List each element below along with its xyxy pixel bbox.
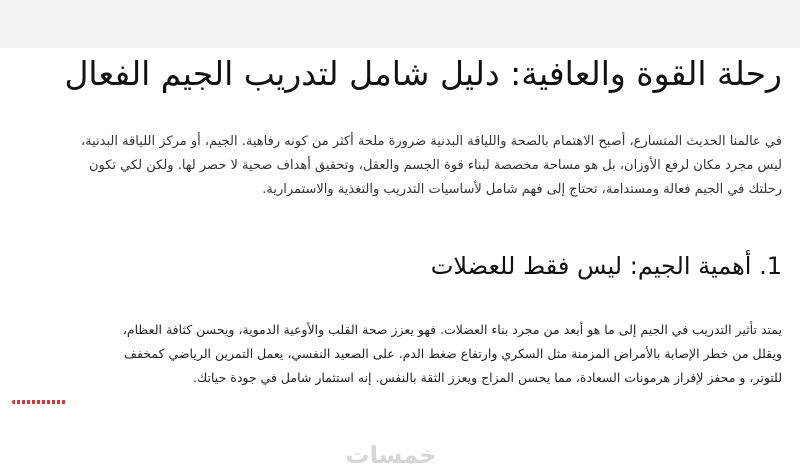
intro-line: ليس مجرد مكان لرفع الأوزان، بل هو مساحة مخصصة لبناء قوة الجسم والعقل، وتحقيق أهداف صحية لا حصر لها. ولكن لكي تكون <box>88 158 782 173</box>
section-line: للتوتر، و محفز لإفراز هرمونات السعادة، مما يحسن المزاج ويعزز الثقة بالنفس. إنه استثمار شامل في جودة حياتك. <box>193 370 782 385</box>
section-paragraph <box>12 318 782 390</box>
section-heading: 1. أهمية الجيم: ليس فقط للعضلات <box>430 252 782 280</box>
watermark-logo: خمسات <box>345 441 437 469</box>
section-line: ويقلل من خطر الإصابة بالأمراض المزمنة مثل السكري وارتفاع ضغط الدم. على الصعيد النفسي، يعمل التمرين الرياضي كمخفف <box>124 346 782 361</box>
top-toolbar-band <box>0 0 800 48</box>
intro-line: رحلتك في الجيم فعالة ومستدامة، تحتاج إلى فهم شامل لأساسيات التدريب والتغذية والاستمرارية. <box>262 182 782 197</box>
intro-line: في عالمنا الحديث المتسارع، أصبح الاهتمام بالصحة واللياقة البدنية ضرورة ملحة أكثر من كونه رفاهية. الجيم، أو مركز اللياقة البدنية، <box>80 134 782 149</box>
document-title: رحلة القوة والعافية: دليل شامل لتدريب الجيم الفعال <box>64 54 782 93</box>
section-line: يمتد تأثير التدريب في الجيم إلى ما هو أبعد من مجرد بناء العضلات. فهو يعزز صحة القلب والأوعية الدموية، ويحسن كثافة العظام، <box>122 322 782 337</box>
intro-paragraph <box>12 130 782 202</box>
spellcheck-underline <box>12 400 66 404</box>
